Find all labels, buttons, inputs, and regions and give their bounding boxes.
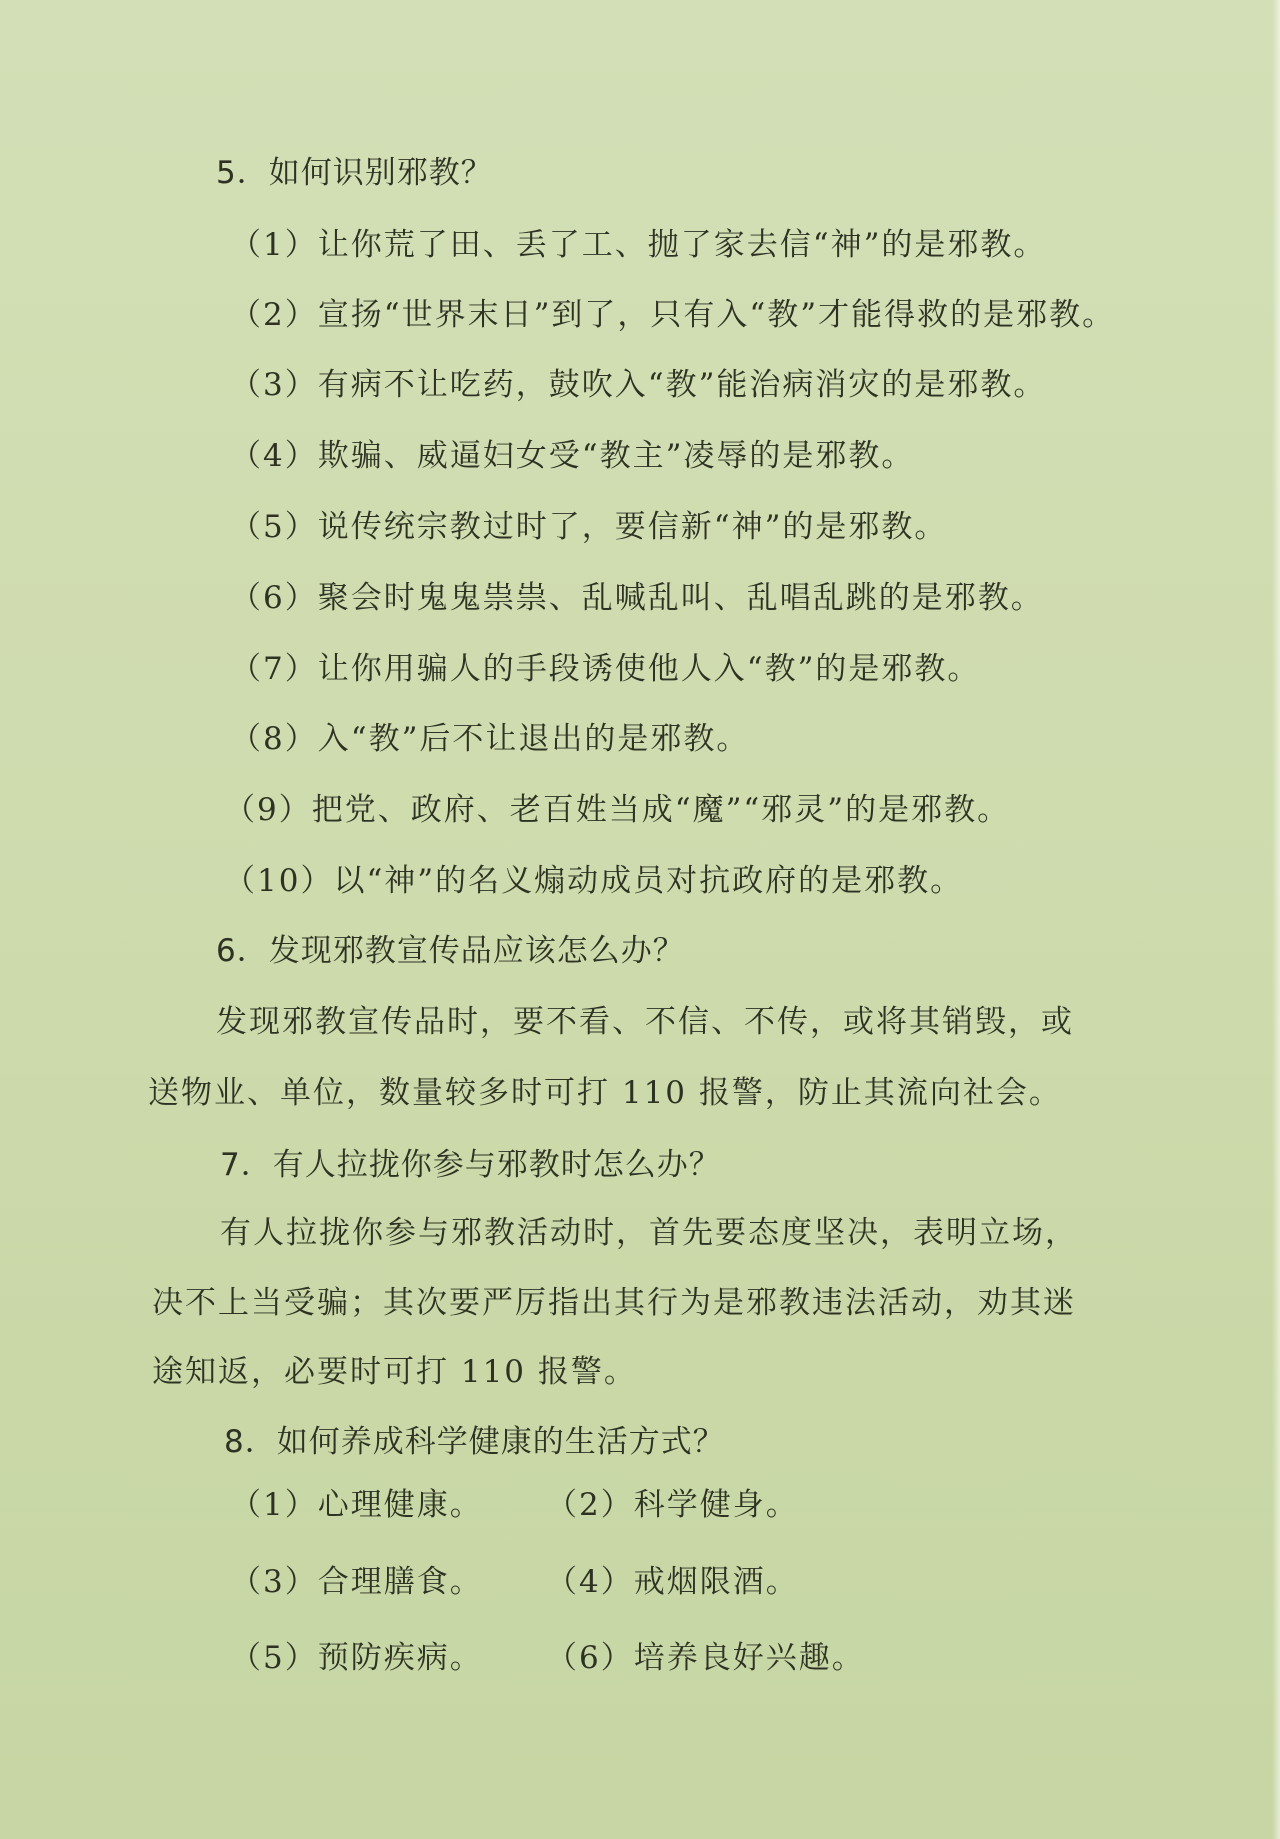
section-5-item-7: （7）让你用骗人的手段诱使他人入“教”的是邪教。 [230,651,981,687]
section-5-item-3: （3）有病不让吃药，鼓吹入“教”能治病消灾的是邪教。 [230,367,1047,403]
section-7-paragraph-line-1: 有人拉拢你参与邪教活动时，首先要态度坚决，表明立场， [220,1215,1078,1251]
section-7-heading: 7．有人拉拢你参与邪教时怎么办？ [220,1147,721,1183]
section-8-item-5: （5）预防疾病。 [230,1640,483,1676]
section-5-item-6: （6）聚会时鬼鬼祟祟、乱喊乱叫、乱唱乱跳的是邪教。 [230,580,1044,616]
section-7-paragraph-line-2: 决不上当受骗；其次要严厉指出其行为是邪教违法活动，劝其迷 [152,1285,1076,1321]
section-5-item-1: （1）让你荒了田、丢了工、抛了家去信“神”的是邪教。 [230,227,1047,263]
section-5-item-4: （4）欺骗、威逼妇女受“教主”凌辱的是邪教。 [230,438,915,474]
section-6-paragraph-line-2: 送物业、单位，数量较多时可打 110 报警，防止其流向社会。 [148,1075,1062,1111]
section-5-item-9: （9）把党、政府、老百姓当成“魔”“邪灵”的是邪教。 [224,792,1011,828]
section-6-heading: 6．发现邪教宣传品应该怎么办？ [216,933,685,969]
section-8-item-2: （2）科学健身。 [546,1487,799,1523]
page-edge-highlight [1272,0,1280,1839]
section-8-item-1: （1）心理健康。 [230,1487,483,1523]
section-8-item-3: （3）合理膳食。 [230,1564,483,1600]
section-8-item-4: （4）戒烟限酒。 [546,1564,799,1600]
section-8-heading: 8．如何养成科学健康的生活方式？ [224,1424,725,1460]
section-8-item-6: （6）培养良好兴趣。 [546,1640,865,1676]
section-5-item-5: （5）说传统宗教过时了，要信新“神”的是邪教。 [230,509,948,545]
section-5-item-10: （10）以“神”的名义煽动成员对抗政府的是邪教。 [224,863,964,899]
section-6-paragraph-line-1: 发现邪教宣传品时，要不看、不信、不传，或将其销毁，或 [216,1004,1074,1040]
section-5-heading: 5．如何识别邪教？ [216,155,493,191]
section-5-item-2: （2）宣扬“世界末日”到了，只有入“教”才能得救的是邪教。 [230,297,1116,333]
section-5-item-8: （8）入“教”后不让退出的是邪教。 [230,721,750,757]
section-7-paragraph-line-3: 途知返，必要时可打 110 报警。 [152,1354,637,1390]
